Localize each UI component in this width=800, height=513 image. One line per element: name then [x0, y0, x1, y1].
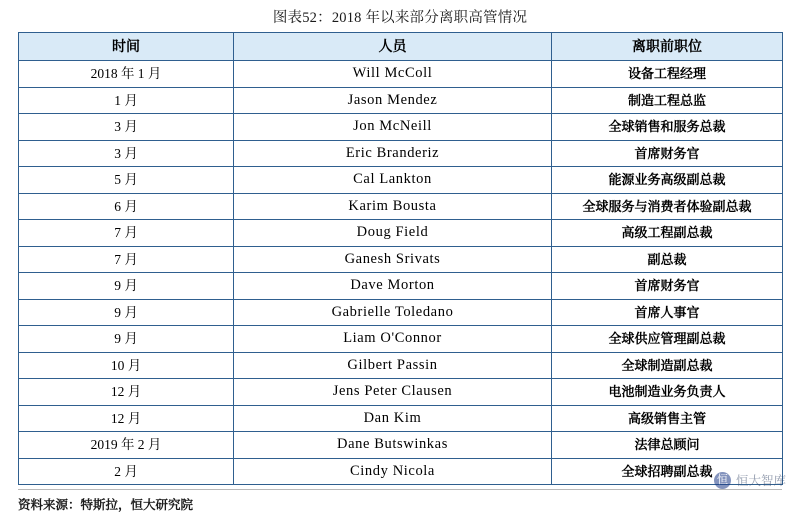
page-title: 图表52：2018 年以来部分离职高管情况 [272, 10, 528, 26]
cell-role: 全球供应管理副总裁 [552, 326, 783, 353]
cell-role: 全球招聘副总裁 [552, 458, 783, 485]
cell-role: 首席财务官 [552, 273, 783, 300]
source-note: 资料来源：特斯拉，恒大研究院 [18, 489, 782, 513]
cell-time: 6 月 [19, 193, 234, 220]
cell-time: 10 月 [19, 352, 234, 379]
table-row [19, 167, 783, 194]
cell-time: 5 月 [19, 167, 234, 194]
table-header [19, 33, 783, 61]
column-header-role: 离职前职位 [552, 33, 783, 61]
watermark-logo-icon: 恒 [714, 472, 731, 489]
executive-departures-table [18, 32, 783, 485]
table-row [19, 193, 783, 220]
table-header-row [19, 33, 783, 61]
cell-time: 3 月 [19, 140, 234, 167]
table-row [19, 114, 783, 141]
cell-role: 首席财务官 [552, 140, 783, 167]
table-row [19, 405, 783, 432]
cell-time: 2 月 [19, 458, 234, 485]
cell-person: Will McColl [234, 61, 552, 88]
cell-person: Jon McNeill [234, 114, 552, 141]
table-container [18, 32, 782, 485]
cell-person: Dan Kim [234, 405, 552, 432]
table-row [19, 299, 783, 326]
cell-time: 2019 年 2 月 [19, 432, 234, 459]
cell-person: Jens Peter Clausen [234, 379, 552, 406]
cell-person: Eric Branderiz [234, 140, 552, 167]
table-body [19, 61, 783, 485]
cell-person: Cindy Nicola [234, 458, 552, 485]
table-row [19, 379, 783, 406]
cell-role: 制造工程总监 [552, 87, 783, 114]
cell-role: 能源业务高级副总裁 [552, 167, 783, 194]
cell-role: 全球制造副总裁 [552, 352, 783, 379]
column-header-time: 时间 [19, 33, 234, 61]
table-row [19, 246, 783, 273]
cell-time: 7 月 [19, 246, 234, 273]
table-row [19, 273, 783, 300]
cell-time: 9 月 [19, 299, 234, 326]
table-row [19, 87, 783, 114]
table-row [19, 140, 783, 167]
cell-person: Dave Morton [234, 273, 552, 300]
cell-time: 9 月 [19, 273, 234, 300]
cell-person: Gabrielle Toledano [234, 299, 552, 326]
cell-role: 高级销售主管 [552, 405, 783, 432]
column-header-person: 人员 [234, 33, 552, 61]
cell-person: Doug Field [234, 220, 552, 247]
cell-time: 9 月 [19, 326, 234, 353]
cell-time: 1 月 [19, 87, 234, 114]
cell-role: 高级工程副总裁 [552, 220, 783, 247]
watermark [714, 471, 786, 489]
cell-person: Gilbert Passin [234, 352, 552, 379]
cell-time: 3 月 [19, 114, 234, 141]
watermark-label: 恒大智库 [735, 474, 786, 488]
table-row [19, 458, 783, 485]
cell-role: 电池制造业务负责人 [552, 379, 783, 406]
cell-person: Karim Bousta [234, 193, 552, 220]
cell-role: 副总裁 [552, 246, 783, 273]
cell-role: 首席人事官 [552, 299, 783, 326]
cell-person: Cal Lankton [234, 167, 552, 194]
cell-person: Liam O'Connor [234, 326, 552, 353]
cell-time: 12 月 [19, 405, 234, 432]
table-row [19, 326, 783, 353]
cell-role: 设备工程经理 [552, 61, 783, 88]
cell-person: Dane Butswinkas [234, 432, 552, 459]
cell-role: 全球服务与消费者体验副总裁 [552, 193, 783, 220]
cell-time: 7 月 [19, 220, 234, 247]
table-row [19, 220, 783, 247]
table-row [19, 432, 783, 459]
cell-person: Jason Mendez [234, 87, 552, 114]
cell-time: 12 月 [19, 379, 234, 406]
cell-time: 2018 年 1 月 [19, 61, 234, 88]
cell-role: 法律总顾问 [552, 432, 783, 459]
table-row [19, 61, 783, 88]
cell-person: Ganesh Srivats [234, 246, 552, 273]
table-row [19, 352, 783, 379]
cell-role: 全球销售和服务总裁 [552, 114, 783, 141]
